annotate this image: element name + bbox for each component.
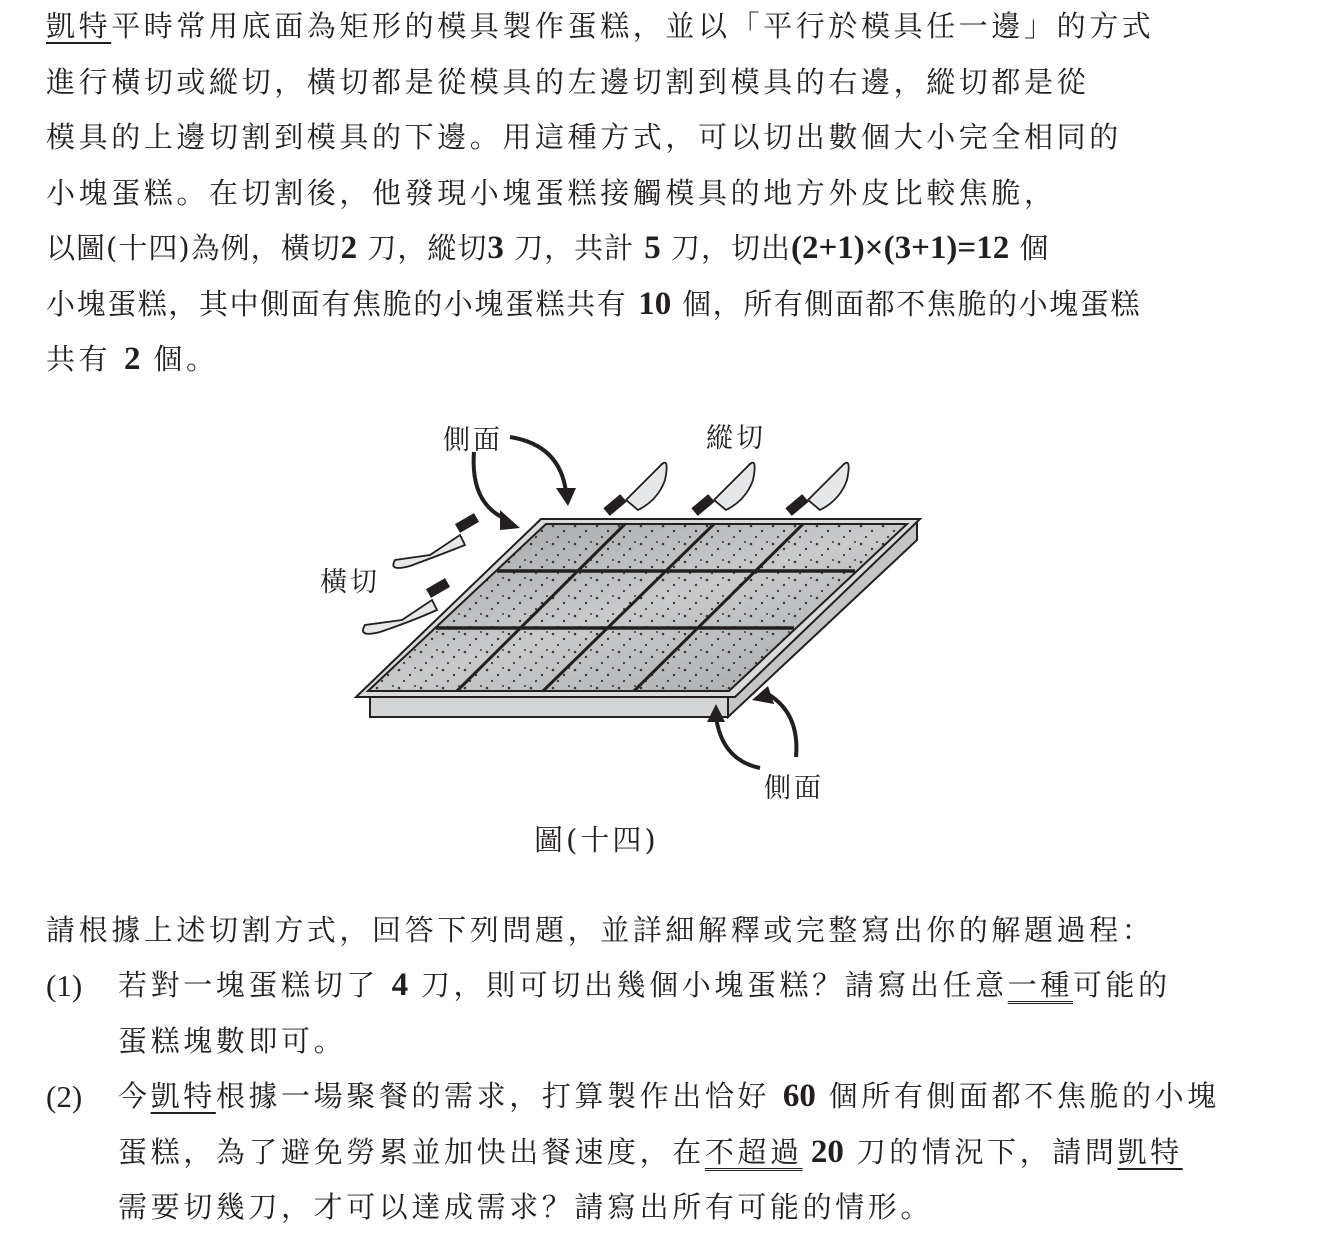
formula: (2+1)×(3+1)=12 xyxy=(791,230,1010,266)
instructions: 請根據上述切割方式，回答下列問題，並詳細解釋或完整寫出你的解題過程： xyxy=(46,913,1155,947)
intro-line-4: 小塊蛋糕。在切割後，他發現小塊蛋糕接觸模具的地方外皮比較焦脆， xyxy=(46,175,1057,210)
figure-caption: 圖(十四) xyxy=(534,823,659,857)
person-name: 凱特 xyxy=(1117,1134,1183,1169)
label-horizontal-cut: 橫切 xyxy=(320,567,380,598)
label-side-bottom: 側面 xyxy=(764,773,824,804)
person-name: 凱特 xyxy=(46,9,112,43)
intro-line-6: 小塊蛋糕，其中側面有焦脆的小塊蛋糕共有 10 個，所有側面都不焦脆的小塊蛋糕 xyxy=(46,285,1142,322)
intro-line-7: 共有 2 個。 xyxy=(46,341,219,377)
figure-14 xyxy=(300,400,960,880)
knife-icon xyxy=(393,513,479,568)
intro-paragraph xyxy=(46,0,1271,388)
intro-line-5: 以圖(十四)為例，橫切2 刀，縱切3 刀，共計 5 刀，切出(2+1)×(3+1)=12 個 xyxy=(46,230,1050,266)
label-side-top: 側面 xyxy=(443,425,503,456)
question-2: (2) 今凱特根據一場聚餐的需求，打算製作出恰好 60 個所有側面都不焦脆的小塊 蛋糕，為了避免勞累並加快出餐速度，在不超過 20 刀的情況下，請問凱特 需要切幾刀，才可以達成需求？請寫出所有可能的情形。 xyxy=(46,1069,1276,1236)
intro-line-2: 進行橫切或縱切，橫切都是從模具的左邊切割到模具的右邊，縱切都是從 xyxy=(46,64,1090,99)
question-1: (1) 若對一塊蛋糕切了 4 刀，則可切出幾個小塊蛋糕？請寫出任意一種可能的 蛋糕塊數即可。 xyxy=(46,958,1276,1069)
emphasis: 不超過 xyxy=(704,1134,803,1169)
knife-icon xyxy=(785,463,848,516)
intro-line-1: 凱特平時常用底面為矩形的模具製作蛋糕，並以「平行於模具任一邊」的方式 xyxy=(46,9,1155,43)
person-name: 凱特 xyxy=(150,1079,216,1113)
emphasis: 一種 xyxy=(1007,968,1073,1002)
intro-line-3: 模具的上邊切割到模具的下邊。用這種方式，可以切出數個大小完全相同的 xyxy=(46,120,1122,154)
knife-icon xyxy=(603,463,666,516)
question-number: (2) xyxy=(46,1079,83,1114)
cake-tray-diagram xyxy=(300,400,960,880)
label-vertical-cut: 縱切 xyxy=(706,423,766,454)
knife-icon xyxy=(691,463,754,516)
question-number: (1) xyxy=(46,968,83,1003)
